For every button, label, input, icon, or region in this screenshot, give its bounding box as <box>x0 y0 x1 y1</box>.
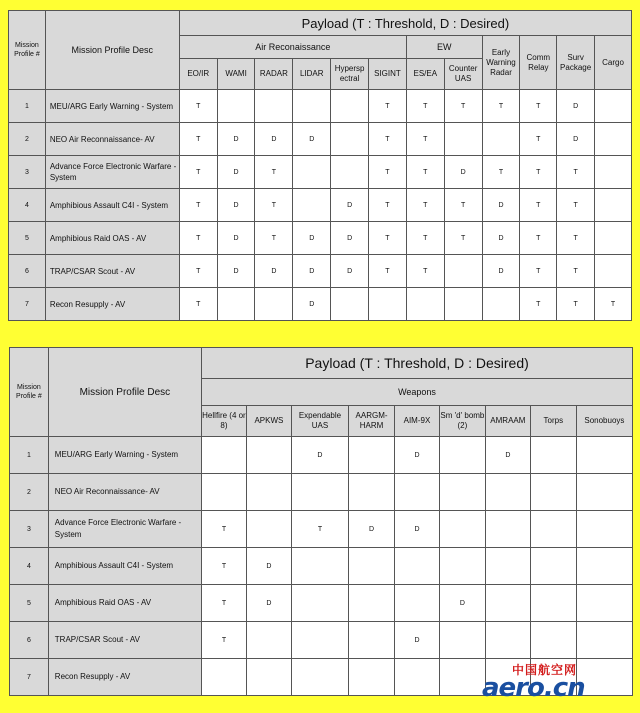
cell-value <box>331 123 369 156</box>
cell-value <box>530 474 576 511</box>
cell-value <box>395 585 440 622</box>
col-expendable-uas: Expendable UAS <box>291 406 348 437</box>
cell-value <box>246 437 291 474</box>
cell-value <box>349 659 395 696</box>
cell-value: T <box>201 511 246 548</box>
cell-value: D <box>557 90 595 123</box>
cell-value: T <box>179 255 217 288</box>
cell-value: T <box>520 255 557 288</box>
cell-value: D <box>395 437 440 474</box>
cell-value: T <box>179 288 217 321</box>
row-desc: Recon Resupply - AV <box>48 659 201 696</box>
cell-value <box>439 474 485 511</box>
cell-value: T <box>482 90 520 123</box>
cell-value: D <box>557 123 595 156</box>
table-row <box>10 585 633 622</box>
cell-value <box>349 548 395 585</box>
cell-value <box>406 288 444 321</box>
cell-value <box>246 622 291 659</box>
cell-value: T <box>179 189 217 222</box>
cell-value: T <box>406 255 444 288</box>
cell-value: T <box>369 222 407 255</box>
mission-profile-number-header: Mission Profile # <box>9 11 46 90</box>
cell-value: D <box>482 222 520 255</box>
cell-value: D <box>331 189 369 222</box>
cell-value <box>485 622 530 659</box>
cell-value: T <box>369 156 407 189</box>
cell-value <box>201 659 246 696</box>
cell-value: T <box>406 189 444 222</box>
cell-value <box>395 548 440 585</box>
cell-value: D <box>293 222 331 255</box>
cell-value <box>595 255 632 288</box>
cell-value: T <box>369 123 407 156</box>
cell-value <box>444 255 482 288</box>
cell-value: T <box>520 90 557 123</box>
cell-value <box>485 474 530 511</box>
cell-value: T <box>179 156 217 189</box>
cell-value <box>246 659 291 696</box>
cell-value: T <box>520 189 557 222</box>
table-row <box>9 189 632 222</box>
payload-table-sensors <box>8 10 632 321</box>
table-row <box>10 511 633 548</box>
watermark-chinese-text: 中国航空网 <box>512 663 578 677</box>
cell-value: T <box>255 189 293 222</box>
cell-value: T <box>369 255 407 288</box>
cell-value: D <box>485 437 530 474</box>
col-cargo: Cargo <box>595 36 632 90</box>
row-number: 4 <box>10 548 49 585</box>
table-row <box>9 222 632 255</box>
cell-value: T <box>255 156 293 189</box>
cell-value <box>291 474 348 511</box>
cell-value: T <box>406 222 444 255</box>
cell-value <box>291 585 348 622</box>
row-number: 7 <box>9 288 46 321</box>
row-desc: Amphibious Assault C4I - System <box>45 189 179 222</box>
cell-value: D <box>482 255 520 288</box>
cell-value: T <box>595 288 632 321</box>
cell-value <box>485 511 530 548</box>
table-row <box>9 255 632 288</box>
row-desc: Amphibious Assault C4I - System <box>48 548 201 585</box>
cell-value <box>395 474 440 511</box>
cell-value <box>255 288 293 321</box>
cell-value <box>530 548 576 585</box>
cell-value <box>291 622 348 659</box>
cell-value: T <box>179 222 217 255</box>
col-aim9x: AIM-9X <box>395 406 440 437</box>
table-row <box>9 123 632 156</box>
cell-value: T <box>291 511 348 548</box>
cell-value: D <box>246 548 291 585</box>
cell-value <box>439 659 485 696</box>
cell-value: T <box>406 123 444 156</box>
row-number: 2 <box>10 474 49 511</box>
cell-value: T <box>255 222 293 255</box>
row-desc: MEU/ARG Early Warning - System <box>45 90 179 123</box>
cell-value: T <box>201 622 246 659</box>
mission-profile-desc-header: Mission Profile Desc <box>45 11 179 90</box>
col-surv-package: Surv Package <box>557 36 595 90</box>
cell-value <box>595 222 632 255</box>
group-weapons: Weapons <box>201 379 632 406</box>
cell-value <box>291 659 348 696</box>
cell-value <box>576 548 632 585</box>
col-radar: RADAR <box>255 59 293 90</box>
payload-table-weapons <box>9 347 633 696</box>
row-number: 5 <box>9 222 46 255</box>
cell-value: T <box>557 222 595 255</box>
cell-value: D <box>444 156 482 189</box>
site-watermark-logo <box>482 661 632 705</box>
cell-value: T <box>520 288 557 321</box>
cell-value: D <box>217 255 255 288</box>
row-number: 2 <box>9 123 46 156</box>
cell-value <box>349 622 395 659</box>
cell-value: T <box>406 156 444 189</box>
cell-value <box>595 123 632 156</box>
cell-value: T <box>444 222 482 255</box>
cell-value <box>201 474 246 511</box>
cell-value: D <box>217 222 255 255</box>
cell-value: T <box>482 156 520 189</box>
row-number: 3 <box>10 511 49 548</box>
cell-value: T <box>201 585 246 622</box>
cell-value <box>530 511 576 548</box>
cell-value: T <box>444 189 482 222</box>
table-row <box>9 288 632 321</box>
cell-value <box>439 511 485 548</box>
cell-value <box>530 437 576 474</box>
cell-value: D <box>293 123 331 156</box>
row-number: 4 <box>9 189 46 222</box>
col-comm-relay: Comm Relay <box>520 36 557 90</box>
cell-value: T <box>557 255 595 288</box>
cell-value <box>576 585 632 622</box>
cell-value <box>246 474 291 511</box>
cell-value: T <box>520 222 557 255</box>
col-apkws: APKWS <box>246 406 291 437</box>
col-lidar: LIDAR <box>293 59 331 90</box>
cell-value <box>439 437 485 474</box>
col-wami: WAMI <box>217 59 255 90</box>
row-desc: NEO Air Reconnaissance- AV <box>48 474 201 511</box>
col-eoir: EO/IR <box>179 59 217 90</box>
cell-value <box>331 90 369 123</box>
row-number: 3 <box>9 156 46 189</box>
cell-value: T <box>520 123 557 156</box>
group-air-recon: Air Reconaissance <box>179 36 406 59</box>
cell-value: D <box>217 156 255 189</box>
mission-profile-desc-header: Mission Profile Desc <box>48 348 201 437</box>
cell-value <box>331 288 369 321</box>
row-number: 6 <box>10 622 49 659</box>
cell-value <box>530 622 576 659</box>
table-row <box>9 90 632 123</box>
cell-value: D <box>255 123 293 156</box>
cell-value <box>439 548 485 585</box>
cell-value: D <box>439 585 485 622</box>
row-desc: TRAP/CSAR Scout - AV <box>45 255 179 288</box>
mission-profile-number-header: Mission Profile # <box>10 348 49 437</box>
cell-value: D <box>331 222 369 255</box>
row-desc: Advance Force Electronic Warfare - System <box>45 156 179 189</box>
row-number: 5 <box>10 585 49 622</box>
cell-value: D <box>293 255 331 288</box>
cell-value <box>217 90 255 123</box>
col-aargm-harm: AARGM-HARM <box>349 406 395 437</box>
row-number: 1 <box>10 437 49 474</box>
row-desc: Amphibious Raid OAS - AV <box>45 222 179 255</box>
col-hyperspectral: Hypersp ectral <box>331 59 369 90</box>
col-torps: Torps <box>530 406 576 437</box>
cell-value <box>485 548 530 585</box>
cell-value: T <box>201 548 246 585</box>
cell-value: T <box>557 156 595 189</box>
cell-value: D <box>217 123 255 156</box>
cell-value <box>349 474 395 511</box>
cell-value <box>439 622 485 659</box>
cell-value <box>595 189 632 222</box>
row-number: 7 <box>10 659 49 696</box>
cell-value <box>201 437 246 474</box>
cell-value: T <box>179 90 217 123</box>
col-hellfire: Hellfire (4 or 8) <box>201 406 246 437</box>
col-esea: ES/EA <box>406 59 444 90</box>
payload-table-panel-2 <box>0 336 640 713</box>
cell-value <box>576 474 632 511</box>
cell-value: T <box>406 90 444 123</box>
cell-value: D <box>293 288 331 321</box>
cell-value: D <box>255 255 293 288</box>
row-number: 6 <box>9 255 46 288</box>
cell-value: D <box>246 585 291 622</box>
cell-value <box>349 437 395 474</box>
cell-value <box>395 659 440 696</box>
cell-value: D <box>217 189 255 222</box>
table-row <box>9 156 632 189</box>
cell-value <box>482 288 520 321</box>
cell-value: T <box>520 156 557 189</box>
col-sonobuoys: Sonobuoys <box>576 406 632 437</box>
cell-value: T <box>179 123 217 156</box>
cell-value <box>331 156 369 189</box>
watermark-latin-text: aero.cn <box>482 673 585 703</box>
cell-value <box>595 156 632 189</box>
cell-value: T <box>369 90 407 123</box>
col-early-warning-radar: Early Warning Radar <box>482 36 520 90</box>
row-desc: MEU/ARG Early Warning - System <box>48 437 201 474</box>
table-row <box>10 622 633 659</box>
cell-value: T <box>557 189 595 222</box>
cell-value <box>485 585 530 622</box>
payload-table-panel-1 <box>0 0 640 330</box>
cell-value: D <box>291 437 348 474</box>
cell-value: D <box>349 511 395 548</box>
payload-title: Payload (T : Threshold, D : Desired) <box>179 11 631 36</box>
cell-value: D <box>331 255 369 288</box>
col-sm-d-bomb: Sm 'd' bomb (2) <box>439 406 485 437</box>
cell-value <box>576 437 632 474</box>
table-row <box>10 548 633 585</box>
row-desc: Recon Resupply - AV <box>45 288 179 321</box>
cell-value <box>576 622 632 659</box>
row-number: 1 <box>9 90 46 123</box>
cell-value <box>246 511 291 548</box>
cell-value <box>369 288 407 321</box>
table-row <box>10 474 633 511</box>
cell-value <box>293 90 331 123</box>
row-desc: Amphibious Raid OAS - AV <box>48 585 201 622</box>
cell-value: D <box>395 622 440 659</box>
cell-value: D <box>395 511 440 548</box>
cell-value: T <box>369 189 407 222</box>
cell-value <box>482 123 520 156</box>
row-desc: Advance Force Electronic Warfare - System <box>48 511 201 548</box>
row-desc: NEO Air Reconnaissance- AV <box>45 123 179 156</box>
cell-value <box>255 90 293 123</box>
cell-value <box>444 288 482 321</box>
cell-value <box>530 585 576 622</box>
cell-value: T <box>557 288 595 321</box>
col-amraam: AMRAAM <box>485 406 530 437</box>
payload-title: Payload (T : Threshold, D : Desired) <box>201 348 632 379</box>
cell-value <box>595 90 632 123</box>
cell-value: T <box>444 90 482 123</box>
cell-value <box>576 511 632 548</box>
group-ew: EW <box>406 36 482 59</box>
cell-value <box>293 189 331 222</box>
cell-value <box>217 288 255 321</box>
cell-value <box>349 585 395 622</box>
col-sigint: SIGINT <box>369 59 407 90</box>
cell-value <box>293 156 331 189</box>
row-desc: TRAP/CSAR Scout - AV <box>48 622 201 659</box>
table-row <box>10 437 633 474</box>
cell-value <box>444 123 482 156</box>
cell-value: D <box>482 189 520 222</box>
cell-value <box>291 548 348 585</box>
col-counter-uas: Counter UAS <box>444 59 482 90</box>
